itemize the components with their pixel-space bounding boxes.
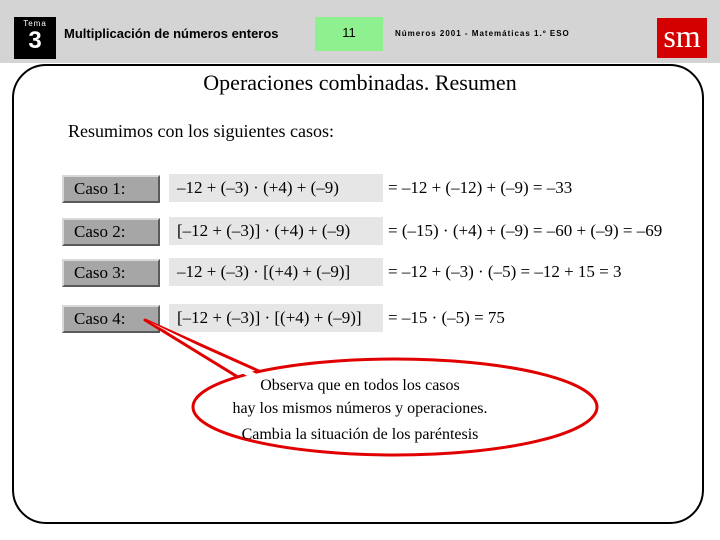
page-number: 11 xyxy=(342,25,356,40)
case-3-label: Caso 3: xyxy=(62,259,160,287)
case-2-label: Caso 2: xyxy=(62,218,160,246)
case-1-expression: –12 + (–3) · (+4) + (–9) xyxy=(169,174,383,202)
case-2-result: = (–15) · (+4) + (–9) = –60 + (–9) = –69 xyxy=(388,221,663,240)
note-line-1: Observa que en todos los casos xyxy=(260,377,460,394)
case-4-label: Caso 4: xyxy=(62,305,160,333)
note-line-3: Cambia la situación de los paréntesis xyxy=(241,426,479,443)
note-line-2: hay los mismos números y operaciones. xyxy=(232,400,488,417)
tema-label: Tema xyxy=(23,19,47,28)
logo-text: sm xyxy=(663,18,701,54)
case-2-expression: [–12 + (–3)] · (+4) + (–9) xyxy=(169,217,383,245)
intro-text: Resumimos con los siguientes casos: xyxy=(68,121,334,141)
unit-title: Multiplicación de números enteros xyxy=(64,26,279,41)
case-3-result: = –12 + (–3) · (–5) = –12 + 15 = 3 xyxy=(388,262,622,281)
tema-number: 3 xyxy=(28,27,42,54)
case-1-result: = –12 + (–12) + (–9) = –33 xyxy=(388,178,573,197)
case-3-expression: –12 + (–3) · [(+4) + (–9)] xyxy=(169,258,383,286)
case-4-expression: [–12 + (–3)] · [(+4) + (–9)] xyxy=(169,304,383,332)
case-4-result: = –15 · (–5) = 75 xyxy=(388,308,505,327)
series-title: Números 2001 - Matemáticas 1.º ESO xyxy=(395,29,570,38)
case-1-label: Caso 1: xyxy=(62,175,160,203)
page-title: Operaciones combinadas. Resumen xyxy=(203,70,517,95)
